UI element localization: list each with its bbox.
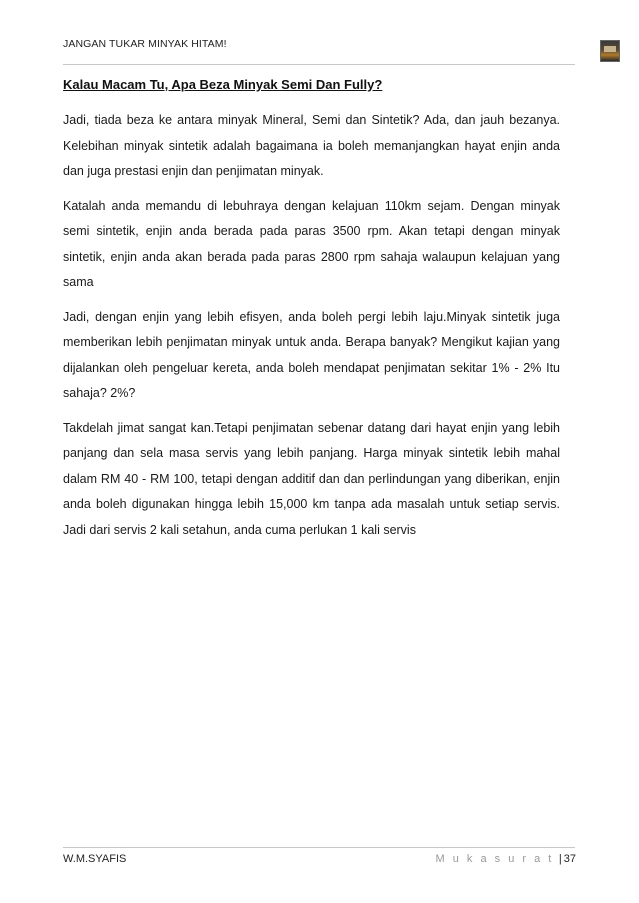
paragraph: Jadi, dengan enjin yang lebih efisyen, anda boleh pergi lebih laju.Minyak sintetik juga memberikan lebih penjimatan minyak untuk anda. Berapa banyak? Mengikut kajian yang dijalankan oleh pengeluar kereta, anda boleh mendapat penjimatan sekitar 1% - 2% Itu sahaja? 2%? — [63, 309, 560, 400]
paragraph: Takdelah jimat sangat kan.Tetapi penjimatan sebenar datang dari hayat enjin yang lebih panjang dan sela masa servis yang lebih panjang. Harga minyak sintetik lebih mahal dalam RM 40 - RM 100, tetapi dengan additif dan dan perlindungan yang diberikan, enjin anda boleh digunakan hingga lebih 15,000 km tanpa ada masalah untuk setiap servis. Jadi dari servis 2 kali setahun, anda cuma perlukan 1 kali servis — [63, 420, 560, 537]
footer-page-info — [436, 853, 576, 865]
paragraph: Jadi, tiada beza ke antara minyak Mineral, Semi dan Sintetik? Ada, dan jauh bezanya. Kelebihan minyak sintetik adalah bagaimana ia boleh memanjangkan hayat enjin anda dan juga prestasi enjin dan penjimatan minyak. — [63, 113, 560, 178]
header-divider — [63, 64, 575, 65]
section-heading: Kalau Macam Tu, Apa Beza Minyak Semi Dan Fully? — [63, 77, 383, 92]
page-number: 37 — [563, 853, 576, 865]
page-label: M u k a s u r a t — [435, 853, 554, 865]
paragraph: Katalah anda memandu di lebuhraya dengan kelajuan 110km sejam. Dengan minyak semi sintetik, enjin anda berada pada paras 3500 rpm. Akan tetapi dengan minyak sintetik, enjin anda akan berada pada paras 2800 rpm sahaja walaupun kelajuan yang sama — [63, 198, 560, 289]
running-header-title: JANGAN TUKAR MINYAK HITAM! — [63, 38, 227, 50]
body-text — [63, 108, 560, 552]
footer-divider — [63, 847, 575, 848]
car-engine-thumbnail-icon — [600, 40, 620, 62]
page-separator: | — [558, 853, 562, 865]
footer-author: W.M.SYAFIS — [63, 853, 127, 865]
